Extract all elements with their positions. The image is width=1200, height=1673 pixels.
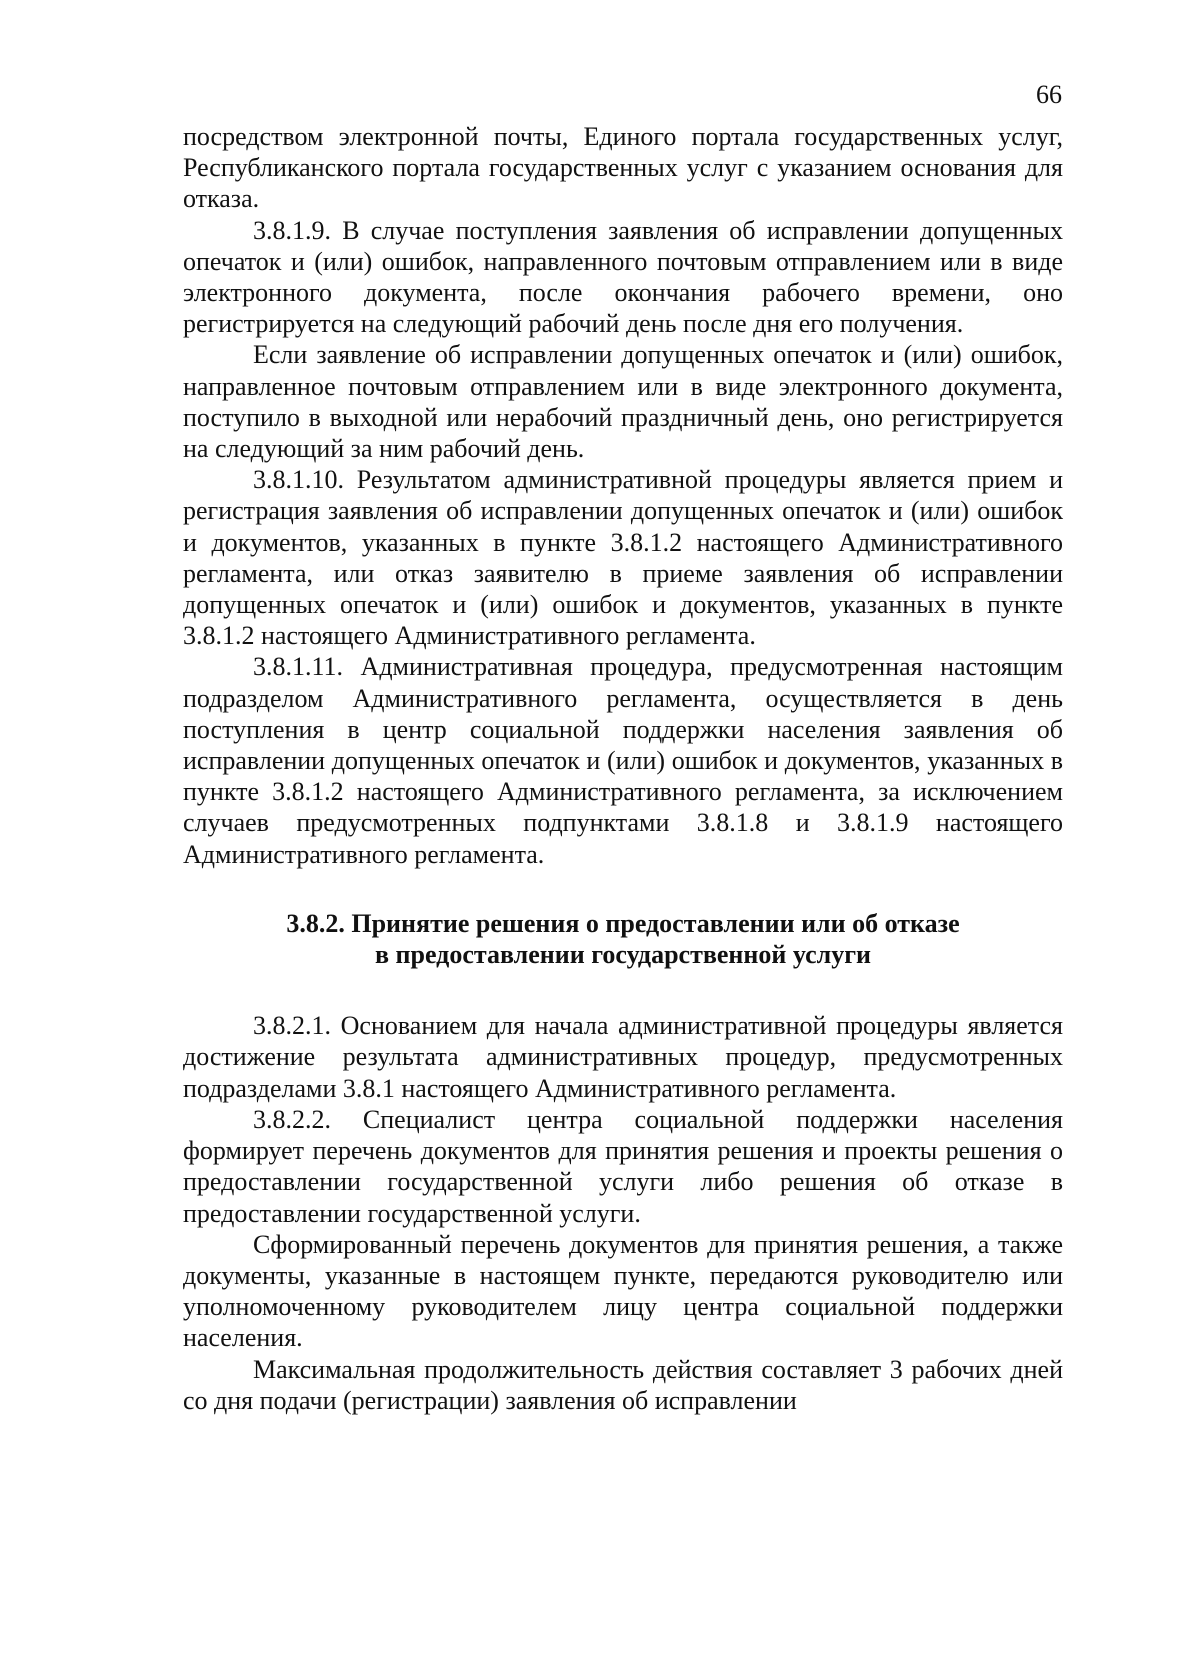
page-number: 66: [1036, 80, 1062, 109]
paragraph-3-8-2-1: 3.8.2.1. Основанием для начала административной процедуры является достижение результата административных процедур, предусмотренных подразделами 3.8.1 настоящего Административного регламента.: [183, 1011, 1063, 1103]
section-heading-3-8-2: [183, 908, 1063, 970]
section-heading-line-2: в предоставлении государственной услуги: [374, 940, 871, 970]
paragraph-3-8-1-11: 3.8.1.11. Административная процедура, предусмотренная настоящим подразделом Административного регламента, осуществляется в день поступления в центр социальной поддержки населения заявления об исправлении допущенных опечаток и (или) ошибок и документов, указанных в пункте 3.8.1.2 настоящего Административного регламента, за исключением случаев предусмотренных подпунктами 3.8.1.8 и 3.8.1.9 настоящего Административного регламента.: [183, 652, 1063, 869]
paragraph-max-duration: Максимальная продолжительность действия составляет 3 рабочих дней со дня подачи (регистрации) заявления об исправлении: [183, 1354, 1063, 1415]
paragraph-3-8-1-10: 3.8.1.10. Результатом административной процедуры является прием и регистрация заявления об исправлении допущенных опечаток и (или) ошибок и документов, указанных в пункте 3.8.1.2 настоящего Административного регламента, или отказ заявителю в приеме заявления об исправлении допущенных опечаток и (или) ошибок и документов, указанных в пункте 3.8.1.2 настоящего Административного регламента.: [183, 465, 1063, 651]
section-heading-line-1: 3.8.2. Принятие решения о предоставлении или об отказе: [286, 908, 960, 938]
paragraph-3-8-1-9: 3.8.1.9. В случае поступления заявления об исправлении допущенных опечаток и (или) ошибок, направленного почтовым отправлением или в виде электронного документа, после окончания рабочего времени, оно регистрируется на следующий рабочий день после дня его получения.: [183, 215, 1063, 339]
paragraph-continuation: посредством электронной почты, Единого портала государственных услуг, Республиканского портала государственных услуг с указанием основания для отказа.: [183, 122, 1063, 214]
paragraph-documents-transfer: Сформированный перечень документов для принятия решения, а также документы, указанные в настоящем пункте, передаются руководителю или уполномоченному руководителем лицу центра социальной поддержки населения.: [183, 1229, 1063, 1353]
paragraph-3-8-2-2: 3.8.2.2. Специалист центра социальной поддержки населения формирует перечень документов для принятия решения и проекты решения о предоставлении государственной услуги либо решения об отказе в предоставлении государственной услуги.: [183, 1104, 1063, 1228]
document-body: [183, 121, 1063, 1416]
paragraph-holiday-registration: Если заявление об исправлении допущенных опечаток и (или) ошибок, направленное почтовым отправлением или в виде электронного документа, поступило в выходной или нерабочий праздничный день, оно регистрируется на следующий за ним рабочий день.: [183, 340, 1063, 464]
